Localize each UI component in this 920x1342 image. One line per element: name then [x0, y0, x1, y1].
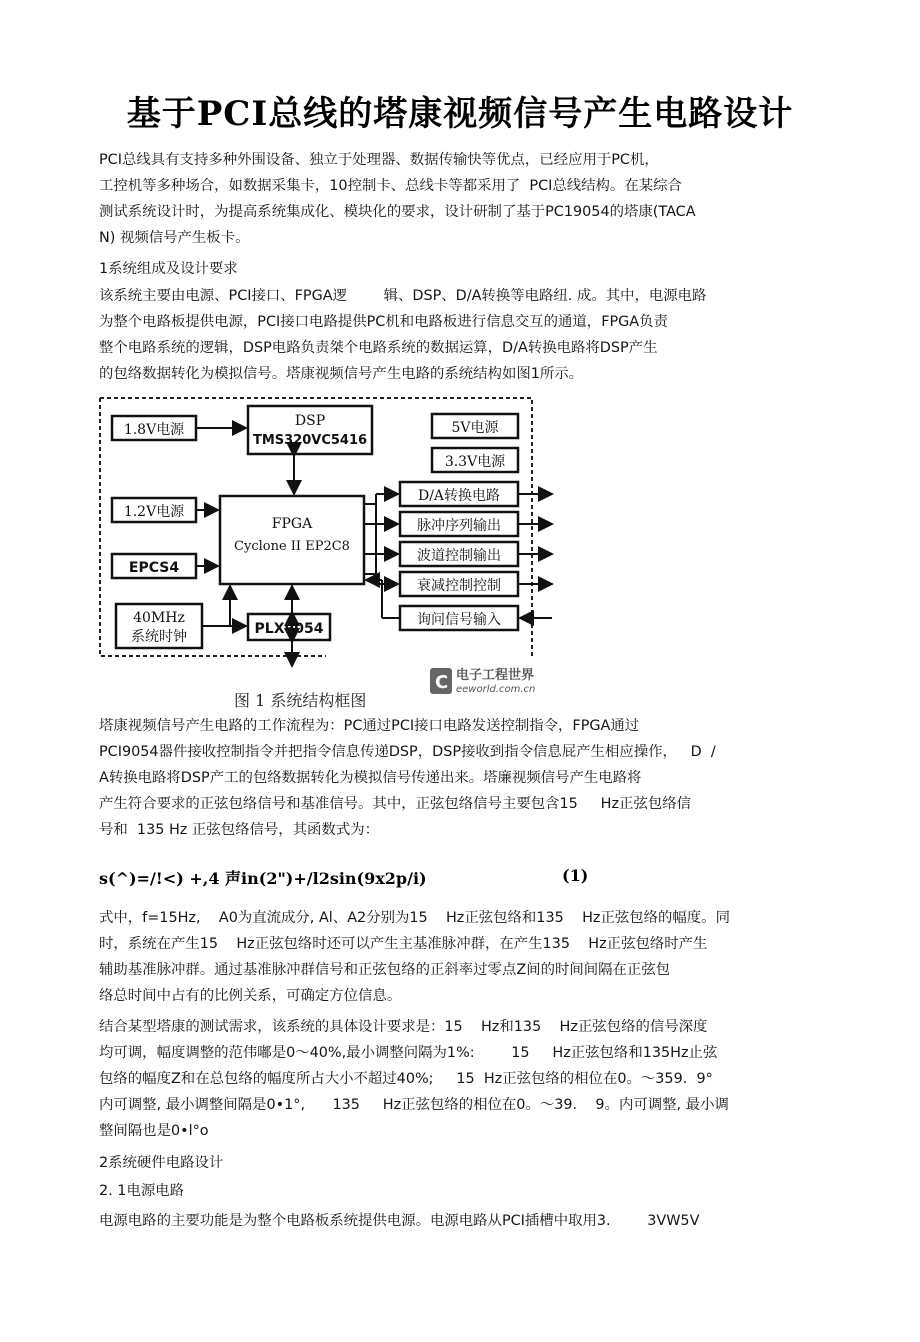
- plx-label: PLX9054: [254, 621, 324, 637]
- text-line: 内可调整, 最小调整间隔是0•1°, 135 Hz正弦包络的相位在0。～39. 9。内可调整, 最小调: [99, 1097, 729, 1113]
- text-line: 塔康视频信号产生电路的工作流程为：PC通过PCI接口电路发送控制指令，FPGA通过: [99, 718, 640, 734]
- section-2-1-heading: 2. 1电源电路: [99, 1183, 185, 1199]
- envelope-formula: s(^)=/!<) +,4 声in(2")+/l2sin(9x2p/i): [99, 869, 427, 888]
- wave-control-label: 波道控制输出: [417, 548, 501, 564]
- text-line: 结合某型塔康的测试需求，该系统的具体设计要求是：15 Hz和135 Hz正弦包络的信号深度: [99, 1019, 708, 1035]
- text-line: 整间隔也是0•l°o: [99, 1123, 209, 1139]
- text-line: N) 视频信号产生板卡。: [99, 230, 250, 246]
- fpga-label: FPGA: [271, 516, 313, 532]
- document-title: 基于PCI总线的塔康视频信号产生电路设计: [126, 94, 794, 134]
- workflow-paragraph: [99, 713, 829, 843]
- section-1-paragraph: [99, 283, 829, 387]
- da-converter-label: D/A转换电路: [417, 488, 501, 504]
- system-block-diagram: [96, 394, 566, 714]
- text-line: 号和 135 Hz 正弦包络信号，其函数式为：: [99, 822, 380, 838]
- logo-name: 电子工程世界: [456, 668, 535, 683]
- text-line: 产生符合要求的正弦包络信号和基准信号。其中，正弦包络信号主要包含15 Hz正弦包络信: [99, 796, 692, 812]
- text-line: PCI9054器件接收控制指令并把指令信息传递DSP，DSP接收到指令信息屁产生相应操作， D /: [99, 744, 716, 760]
- clock-freq-label: 40MHz: [133, 610, 185, 626]
- figure-caption: 图 1 系统结构框图: [234, 691, 367, 710]
- text-line: 式中，f=15Hz, A0为直流成分, Al、A2分别为15 Hz正弦包络和135 Hz正弦包络的幅度。同: [99, 910, 730, 926]
- text-line: 该系统主要由电源、PCI接口、FPGA逻 辑、DSP、D/A转换等电路纽. 成。其中，电源电路: [99, 288, 707, 304]
- text-line: 为整个电路板提供电源，PCI接口电路提供PC机和电路板进行信息交互的通道，FPGA负责: [99, 314, 668, 330]
- text-line: A转换电路将DSP产工的包络数据转化为模拟信号传递出来。塔廉视频信号产生电路将: [99, 770, 642, 786]
- section-1-heading: 1系统组成及设计要求: [99, 261, 238, 277]
- fpga-part-label: Cyclone II EP2C8: [234, 539, 350, 554]
- block-diagram-svg: [96, 394, 566, 714]
- svg-text:C: C: [435, 672, 449, 693]
- section-2-heading: 2系统硬件电路设计: [99, 1155, 224, 1171]
- power-circuit-paragraph: [99, 1208, 829, 1234]
- text-line: 电源电路的主要功能是为整个电路板系统提供电源。电源电路从PCI插槽中取用3. 3VW5V: [99, 1213, 700, 1229]
- clock-name-label: 系统时钟: [131, 629, 187, 645]
- power-1v2-label: 1.2V电源: [123, 504, 185, 520]
- text-line: 络总时间中占有的比例关系，可确定方位信息。: [99, 988, 402, 1004]
- text-line: 均可调，幅度调整的范伟嘟是0～40%,最小调整问隔为1%: 15 Hz正弦包络和135Hz止弦: [99, 1045, 718, 1061]
- text-line: 时，系统在产生15 Hz正弦包络时还可以产生主基准脉冲群，在产生135 Hz正弦包络时产生: [99, 936, 708, 952]
- eeworld-logo-icon: [430, 668, 452, 694]
- text-line: 辅助基准脉冲群。通过基准脉冲群信号和正弦包络的正斜率过零点Z间的时间间隔在正弦包: [99, 962, 671, 978]
- text-line: 包络的幅度Z和在总包络的幅度所占大小不超过40%; 15 Hz正弦包络的相位在0。～359. 9°: [99, 1071, 713, 1087]
- logo-url: eeworld.com.cn: [456, 684, 536, 695]
- dsp-part-label: TMS320VC5416: [252, 433, 368, 448]
- power-3v3-label: 3.3V电源: [444, 454, 506, 470]
- epcs-label: EPCS4: [128, 560, 180, 576]
- atten-control-label: 衰减控制控制: [417, 578, 501, 594]
- text-line: 测试系统设计时，为提高系统集成化、模块化的要求，设计研制了基于PC19054的塔康(TACA: [99, 204, 696, 220]
- text-line: PCI总线具有支持多种外围设备、独立于处理器、数据传输快等优点，已经应用于PC机，: [99, 152, 659, 168]
- text-line: 整个电路系统的逻辑，DSP电路负责桀个电路系统的数据运算，D/A转换电路将DSP产生: [99, 340, 658, 356]
- text-line: 的包络数据转化为模拟信号。塔康视频信号产生电路的系统结构如图1所示。: [99, 366, 584, 382]
- power-1v8-label: 1.8V电源: [123, 422, 185, 438]
- query-input-label: 询问信号输入: [417, 612, 501, 628]
- requirements-paragraph: [99, 1014, 829, 1144]
- dsp-label: DSP: [294, 413, 326, 429]
- power-5v-label: 5V电源: [451, 420, 499, 436]
- formula-explanation-paragraph: [99, 905, 829, 1009]
- formula-number: (1): [562, 866, 589, 885]
- pulse-output-label: 脉冲序列输出: [417, 518, 501, 534]
- text-line: 工控机等多种场合，如数据采集卡，10控制卡、总线卡等都采用了 PCI总线结构。在某综合: [99, 178, 682, 194]
- intro-paragraph: [99, 147, 829, 251]
